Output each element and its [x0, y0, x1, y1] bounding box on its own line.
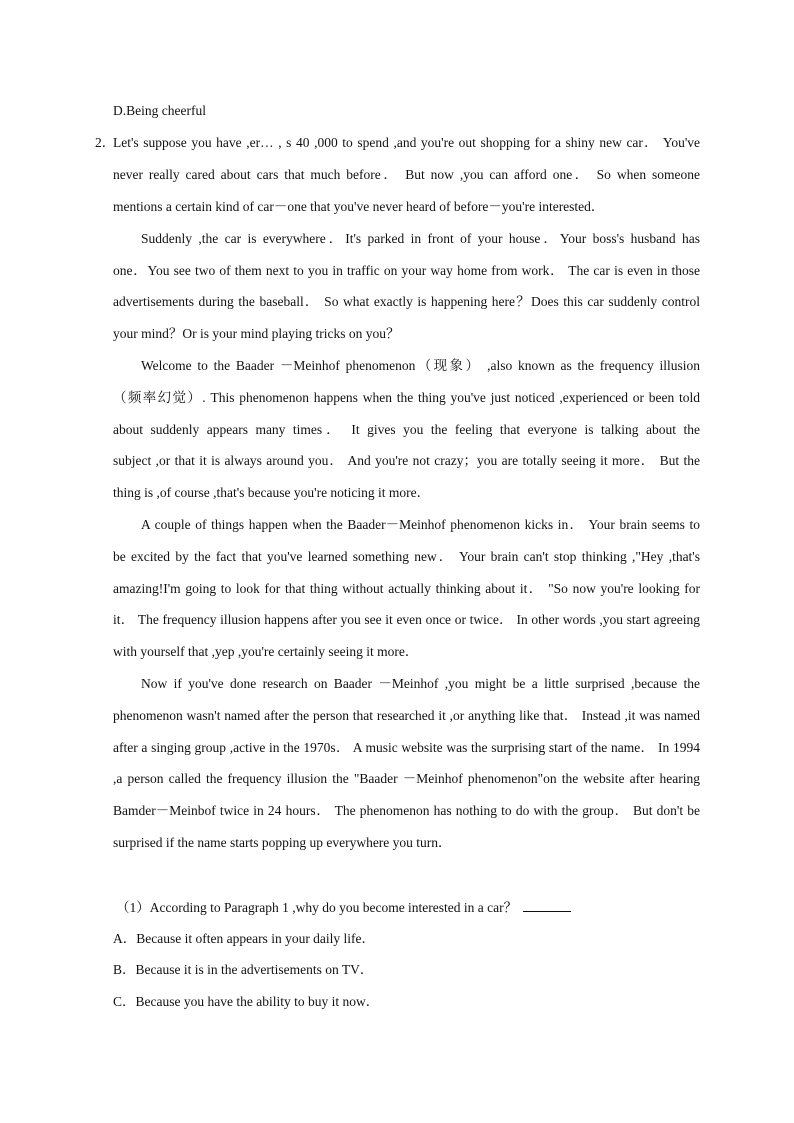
answer-blank	[523, 898, 571, 912]
previous-option-d: D.Being cheerful	[113, 103, 206, 118]
passage-line: （频率幻觉）. This phenomenon happens when the thing you've just noticed ,experienced or been told	[113, 390, 700, 405]
passage-line: one．You see two of them next to you in traffic on your way home from work． The car is even in those	[113, 263, 700, 278]
question-number: 2．	[95, 135, 116, 150]
passage-line: about suddenly appears many times． It gives you the feeling that everyone is talking about the	[113, 422, 700, 437]
passage-line: advertisements during the baseball． So what exactly is happening here？Does this car suddenly control	[113, 294, 700, 309]
passage-line: phenomenon wasn't named after the person that researched it ,or anything like that． Instead ,it was named	[113, 708, 700, 723]
passage-line: it． The frequency illusion happens after you see it even once or twice． In other words ,you start agreeing	[113, 612, 700, 627]
passage-line: be excited by the fact that you've learned something new． Your brain can't stop thinking ,"Hey ,that's	[113, 549, 700, 564]
passage-line: with yourself that ,yep ,you're certainly seeing it more．	[113, 644, 419, 659]
passage-line: Bamder－Meinbof twice in 24 hours． The phenomenon has nothing to do with the group． But don't be	[113, 803, 700, 818]
passage-line: A couple of things happen when the Baader－Meinhof phenomenon kicks in． Your brain seems to	[141, 517, 700, 532]
passage-line: mentions a certain kind of car－one that you've never heard of before－you're interested．	[113, 199, 605, 214]
passage-line: Now if you've done research on Baader －Meinhof ,you might be a little surprised ,because the	[141, 676, 700, 691]
question-stem-row	[116, 898, 571, 917]
passage-line: after a singing group ,active in the 1970s． A music website was the surprising start of the name． In 1994	[113, 740, 700, 755]
passage-line: never really cared about cars that much before． But now ,you can afford one． So when someone	[113, 167, 700, 182]
question-stem: （1）According to Paragraph 1 ,why do you become interested in a car？	[116, 900, 518, 915]
passage-line: Suddenly ,the car is everywhere．It's parked in front of your house．Your boss's husband has	[141, 231, 700, 246]
passage-line: Let's suppose you have ,er… , s 40 ,000 to spend ,and you're out shopping for a shiny new car． You've	[113, 135, 700, 150]
passage-line: surprised if the name starts popping up everywhere you turn．	[113, 835, 452, 850]
option-b: B．Because it is in the advertisements on TV．	[113, 962, 374, 977]
option-c: C．Because you have the ability to buy it now．	[113, 994, 380, 1009]
passage-line: ,a person called the frequency illusion the "Baader －Meinhof phenomenon"on the website after hearing	[113, 771, 700, 786]
passage-line: amazing!I'm going to look for that thing without actually thinking about it． "So now you're looking for	[113, 581, 700, 596]
passage-line: subject ,or that it is always around you． And you're not crazy；you are totally seeing it more． But the	[113, 453, 700, 468]
passage-line: Welcome to the Baader －Meinhof phenomenon（现象） ,also known as the frequency illusion	[141, 358, 700, 373]
passage-line: your mind？Or is your mind playing tricks on you？	[113, 326, 400, 341]
option-a: A．Because it often appears in your daily life．	[113, 931, 376, 946]
passage-line: thing is ,of course ,that's because you're noticing it more．	[113, 485, 431, 500]
